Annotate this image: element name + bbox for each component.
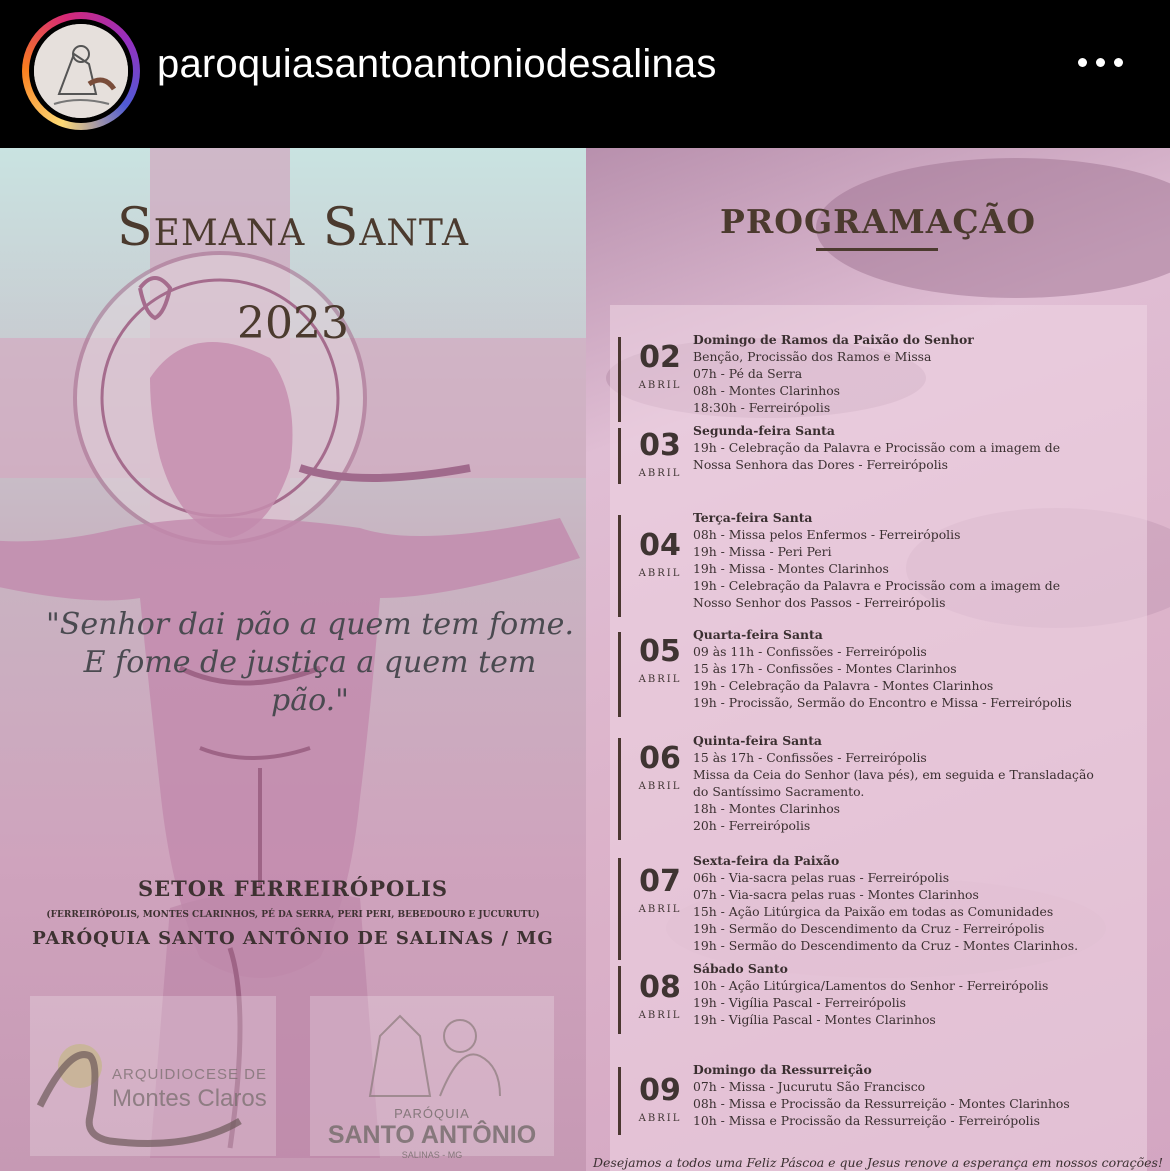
day-month: ABRIL [638, 904, 682, 915]
arquidiocese-city: Montes Claros [112, 1085, 267, 1112]
schedule-line: 08h - Montes Clarinhos [693, 383, 841, 398]
day-divider-bar [618, 858, 621, 960]
day-title: Sábado Santo [693, 961, 788, 976]
day-month: ABRIL [638, 781, 682, 792]
avatar-image-icon [34, 24, 128, 118]
schedule-line: do Santíssimo Sacramento. [693, 784, 865, 799]
logo-paroquia-city: SALINAS - MG [401, 1150, 463, 1160]
day-number: 04 [639, 528, 681, 563]
schedule-line: 08h - Missa pelos Enfermos - Ferreirópolis [693, 527, 961, 542]
schedule-line: Benção, Procissão dos Ramos e Missa [693, 349, 932, 364]
arquidiocese-logo [30, 996, 276, 1156]
day-divider-bar [618, 428, 621, 484]
program-schedule [610, 305, 1147, 1171]
day-content [693, 626, 1143, 711]
schedule-line: 19h - Vigília Pascal - Ferreirópolis [693, 995, 906, 1010]
day-month: ABRIL [638, 674, 682, 685]
schedule-line: 19h - Procissão, Sermão do Encontro e Missa - Ferreirópolis [693, 695, 1072, 710]
logo-paroquia-label: PARÓQUIA [394, 1106, 470, 1121]
day-month: ABRIL [638, 1113, 682, 1124]
post-header [0, 0, 1170, 148]
poster-right-panel [586, 148, 1170, 1171]
setor-communities: (FERREIRÓPOLIS, MONTES CLARINHOS, PÉ DA SERRA, PERI PERI, BEBEDOURO E JUCURUTU) [46, 910, 540, 920]
day-month: ABRIL [638, 568, 682, 579]
day-divider-bar [618, 966, 621, 1034]
day-content [693, 732, 1143, 834]
day-title: Terça-feira Santa [693, 510, 813, 525]
program-title-underline [816, 248, 938, 251]
paroquia-name: PARÓQUIA SANTO ANTÔNIO DE SALINAS / MG [32, 928, 554, 949]
day-number: 07 [639, 864, 681, 899]
post-image[interactable] [0, 148, 1170, 1171]
day-month: ABRIL [638, 1010, 682, 1021]
day-title: Quarta-feira Santa [693, 627, 823, 642]
day-divider-bar [618, 738, 621, 840]
day-month: ABRIL [638, 380, 682, 391]
username-link[interactable]: paroquiasantoantoniodesalinas [157, 42, 717, 86]
arquidiocese-label: ARQUIDIOCESE DE [112, 1066, 268, 1083]
schedule-line: 10h - Ação Litúrgica/Lamentos do Senhor - Ferreirópolis [693, 978, 1049, 993]
day-title: Segunda-feira Santa [693, 423, 835, 438]
schedule-line: 08h - Missa e Procissão da Ressurreição - Montes Clarinhos [693, 1096, 1070, 1111]
schedule-line: 07h - Missa - Jucurutu São Francisco [693, 1079, 926, 1094]
quote-line-2: E fome de justiça a quem tem pão." [83, 645, 537, 718]
schedule-line: 19h - Vigília Pascal - Montes Clarinhos [693, 1012, 936, 1027]
day-content [693, 960, 1143, 1028]
day-content [693, 331, 1143, 416]
day-title: Domingo da Ressurreição [693, 1062, 872, 1077]
day-divider-bar [618, 515, 621, 617]
schedule-line: 19h - Celebração da Palavra e Procissão com a imagem de [693, 578, 1061, 593]
schedule-line: 19h - Missa - Montes Clarinhos [693, 561, 889, 576]
schedule-line: 18:30h - Ferreirópolis [693, 400, 831, 415]
schedule-line: 19h - Celebração da Palavra - Montes Clarinhos [693, 678, 994, 693]
setor-title: SETOR FERREIRÓPOLIS [137, 876, 449, 901]
schedule-line: 06h - Via-sacra pelas ruas - Ferreirópolis [693, 870, 950, 885]
schedule-line: 10h - Missa e Procissão da Ressurreição - Ferreirópolis [693, 1113, 1040, 1128]
poster-quote [40, 606, 580, 720]
day-divider-bar [618, 1067, 621, 1135]
schedule-line: Missa da Ceia do Senhor (lava pés), em seguida e Transladação [693, 767, 1094, 782]
day-month: ABRIL [638, 468, 682, 479]
quote-line-1: "Senhor dai pão a quem tem fome. [46, 607, 574, 642]
schedule-line: 15 às 17h - Confissões - Montes Clarinhos [693, 661, 957, 676]
schedule-line: 20h - Ferreirópolis [693, 818, 811, 833]
poster-left-panel [0, 148, 586, 1171]
day-divider-bar [618, 337, 621, 422]
day-divider-bar [618, 632, 621, 717]
program-title: PROGRAMAÇÃO [720, 202, 1036, 241]
schedule-line: 15h - Ação Litúrgica da Paixão em todas as Comunidades [693, 904, 1054, 919]
day-number: 08 [639, 970, 681, 1005]
logo-paroquia-name: SANTO ANTÔNIO [327, 1121, 537, 1149]
poster-title: Semana Santa [117, 198, 469, 258]
schedule-line: 18h - Montes Clarinhos [693, 801, 841, 816]
day-title: Quinta-feira Santa [693, 733, 822, 748]
paroquia-logo [310, 996, 554, 1160]
schedule-line: 15 às 17h - Confissões - Ferreirópolis [693, 750, 927, 765]
day-content [693, 509, 1143, 611]
schedule-line: 07h - Pé da Serra [693, 366, 803, 381]
schedule-line: 09 às 11h - Confissões - Ferreirópolis [693, 644, 927, 659]
schedule-line: 19h - Celebração da Palavra e Procissão com a imagem de [693, 440, 1061, 455]
poster-year: 2023 [237, 298, 349, 349]
santo-antonio-emblem-icon [310, 996, 554, 1106]
more-horizontal-icon[interactable] [1078, 58, 1123, 67]
day-number: 09 [639, 1073, 681, 1108]
day-number: 03 [639, 428, 681, 463]
day-number: 02 [639, 340, 681, 375]
profile-avatar[interactable] [22, 12, 140, 130]
schedule-line: 19h - Missa - Peri Peri [693, 544, 832, 559]
day-title: Sexta-feira da Paixão [693, 853, 840, 868]
day-content [693, 1061, 1143, 1129]
day-content [693, 422, 1143, 473]
day-number: 06 [639, 741, 681, 776]
day-content [693, 852, 1143, 954]
schedule-line: Nossa Senhora das Dores - Ferreirópolis [693, 457, 948, 472]
day-title: Domingo de Ramos da Paixão do Senhor [693, 332, 974, 347]
day-number: 05 [639, 634, 681, 669]
schedule-line: 19h - Sermão do Descendimento da Cruz - Ferreirópolis [693, 921, 1045, 936]
program-footer: Desejamos a todos uma Feliz Páscoa e que Jesus renove a esperança em nossos corações! [593, 1155, 1163, 1170]
schedule-line: 19h - Sermão do Descendimento da Cruz - Montes Clarinhos. [693, 938, 1079, 953]
schedule-line: Nosso Senhor dos Passos - Ferreirópolis [693, 595, 946, 610]
schedule-line: 07h - Via-sacra pelas ruas - Montes Clarinhos [693, 887, 979, 902]
